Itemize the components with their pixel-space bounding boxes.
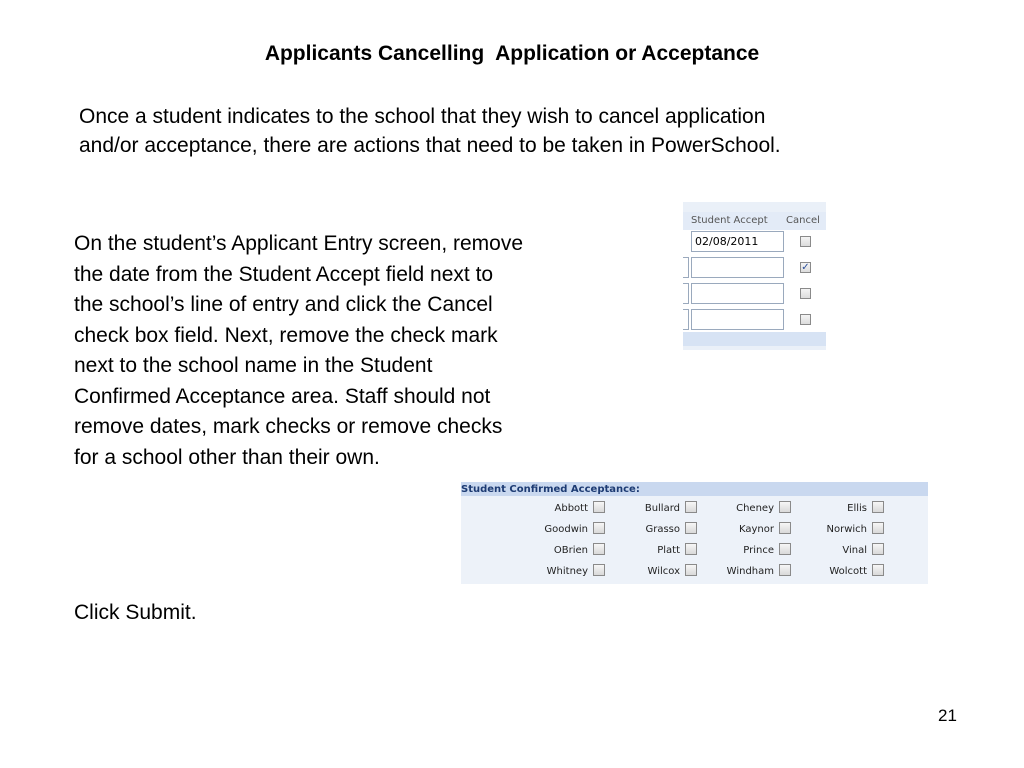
intro-line: and/or acceptance, there are actions that need to be taken in PowerSchool. <box>79 134 781 157</box>
school-checkbox[interactable] <box>872 501 884 513</box>
instruction-line: next to the school name in the Student <box>74 354 433 377</box>
field-edge <box>683 283 689 304</box>
school-label: Windham <box>726 566 774 577</box>
school-label: Norwich <box>826 524 867 535</box>
field-edge <box>683 309 689 330</box>
school-checkbox[interactable] <box>872 543 884 555</box>
school-checkbox[interactable] <box>872 564 884 576</box>
click-submit-instruction: Click Submit. <box>74 601 197 624</box>
instruction-line: Confirmed Acceptance area. Staff should not <box>74 384 491 408</box>
accept-table-footer <box>683 332 826 346</box>
instruction-line: check box field. Next, remove the check mark <box>74 323 498 347</box>
intro-line: Once a student indicates to the school that they wish to cancel application <box>79 105 766 128</box>
confirmed-acceptance-screenshot <box>461 482 928 584</box>
school-label: Wolcott <box>829 566 867 577</box>
school-label: Ellis <box>847 503 867 514</box>
cancel-column-header: Cancel <box>786 215 820 226</box>
slide-title: Applicants Cancelling Application or Acceptance <box>264 42 760 65</box>
school-label: Grasso <box>645 524 680 535</box>
intro-paragraph <box>79 102 979 160</box>
instruction-line: remove dates, mark checks or remove checks <box>74 415 503 438</box>
student-accept-date-field[interactable] <box>691 283 784 304</box>
cancel-checkbox[interactable] <box>800 236 811 247</box>
instruction-line: the date from the Student Accept field next to <box>74 262 494 286</box>
school-label: Platt <box>657 545 680 556</box>
instruction-line: On the student’s Applicant Entry screen, remove <box>74 232 524 255</box>
school-label: Prince <box>743 545 774 556</box>
instructions-paragraph <box>74 229 664 473</box>
student-accept-date-field[interactable]: 02/08/2011 <box>691 231 784 252</box>
student-accept-screenshot <box>683 202 826 350</box>
cancel-checkbox[interactable] <box>800 288 811 299</box>
school-label: Wilcox <box>647 566 680 577</box>
school-label: Whitney <box>546 566 588 577</box>
school-label: Vinal <box>842 545 867 556</box>
school-label: Abbott <box>554 503 588 514</box>
cancel-checkbox-checked[interactable]: ✓ <box>801 262 810 273</box>
cancel-checkbox[interactable] <box>800 314 811 325</box>
instruction-line: the school’s line of entry and click the Cancel <box>74 293 493 316</box>
school-label: Goodwin <box>544 524 588 535</box>
student-accept-date-field[interactable] <box>691 257 784 278</box>
school-label: Kaynor <box>739 524 774 535</box>
student-accept-date-field[interactable] <box>691 309 784 330</box>
school-label: Bullard <box>644 503 680 514</box>
instruction-line: for a school other than their own. <box>74 445 380 469</box>
school-checkbox[interactable] <box>872 522 884 534</box>
school-label: OBrien <box>553 545 588 556</box>
field-edge <box>683 257 689 278</box>
page-number: 21 <box>938 706 957 725</box>
confirmed-acceptance-title: Student Confirmed Acceptance: <box>461 484 640 495</box>
student-accept-column-header: Student Accept <box>691 215 768 226</box>
school-label: Cheney <box>736 503 774 514</box>
